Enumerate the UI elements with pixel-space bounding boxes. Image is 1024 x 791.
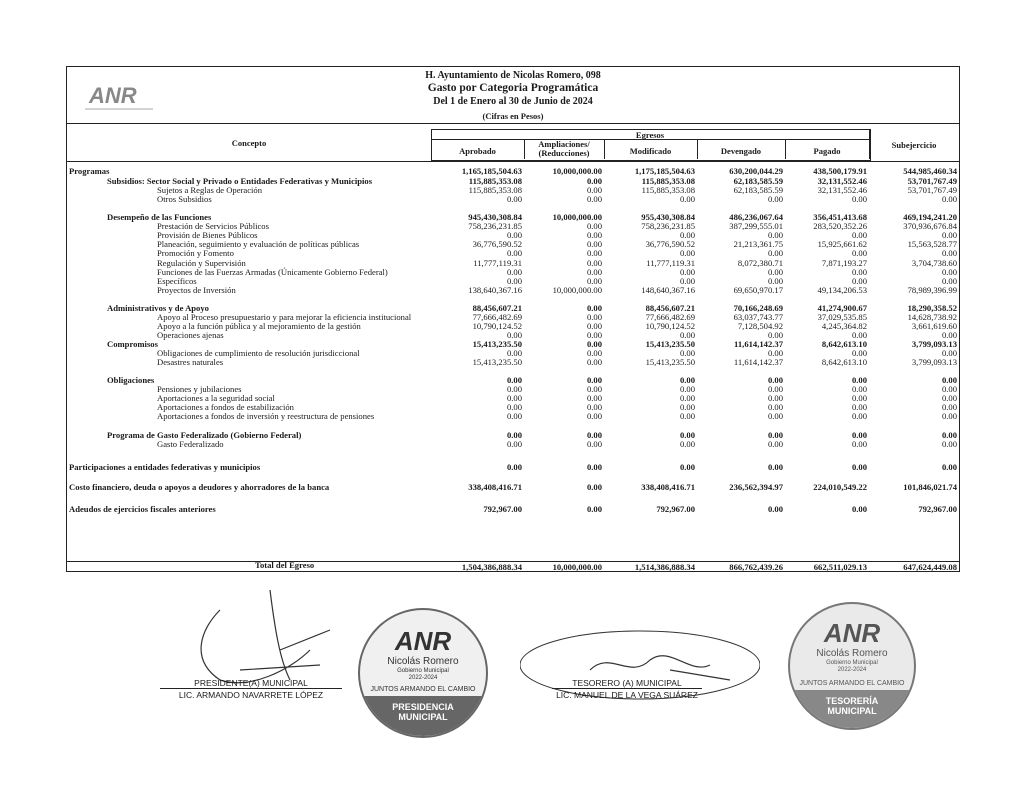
- row-value: 0.00: [586, 267, 602, 277]
- row-value: 0.00: [586, 384, 602, 394]
- row-label: Desempeño de las Funciones: [107, 212, 212, 222]
- seal-office: PRESIDENCIA MUNICIPAL: [392, 702, 454, 722]
- row-value: 0.00: [586, 221, 602, 231]
- row-value: 0.00: [506, 462, 522, 472]
- row-value: 0.00: [679, 276, 695, 286]
- row-value: 0.00: [506, 194, 522, 204]
- row-value: 792,967.00: [656, 504, 695, 514]
- row-value: 0.00: [679, 439, 695, 449]
- total-value: 1,504,386,888.34: [461, 562, 522, 572]
- row-value: 115,885,353.08: [468, 176, 522, 186]
- col-ampliaciones: Ampliaciones/: [538, 139, 590, 149]
- row-value: 53,701,767.49: [907, 176, 957, 186]
- row-value: 0.00: [941, 375, 957, 385]
- row-label: Programas: [69, 166, 110, 176]
- row-value: 0.00: [767, 348, 783, 358]
- row-value: 10,000,000.00: [552, 212, 602, 222]
- row-value: 630,200,044.29: [729, 166, 783, 176]
- row-value: 544,985,460.34: [903, 166, 957, 176]
- row-value: 115,885,353.08: [641, 185, 695, 195]
- row-label: Aportaciones a la seguridad social: [157, 393, 275, 403]
- row-value: 758,236,231.85: [641, 221, 695, 231]
- row-value: 18,290,358.52: [907, 303, 957, 313]
- row-label: Administrativos y de Apoyo: [107, 303, 209, 313]
- row-label: Sujetos a Reglas de Operación: [157, 185, 263, 195]
- row-value: 0.00: [586, 239, 602, 249]
- row-value: 7,871,193.27: [821, 258, 867, 268]
- row-value: 0.00: [941, 194, 957, 204]
- row-value: 0.00: [506, 248, 522, 258]
- row-value: 0.00: [767, 375, 783, 385]
- row-value: 0.00: [506, 439, 522, 449]
- row-value: 32,131,552.46: [817, 176, 867, 186]
- row-label: Proyectos de Inversión: [157, 285, 236, 295]
- row-value: 101,846,021.74: [903, 482, 957, 492]
- row-value: 115,885,353.08: [641, 176, 695, 186]
- col-reducciones: (Reducciones): [538, 148, 590, 158]
- seal-years: 2022-2024: [837, 667, 867, 673]
- row-label: Obligaciones de cumplimiento de resolución jurisdiccional: [157, 348, 360, 358]
- row-label: Apoyo al Proceso presupuestario y para mejorar la eficiencia institucional: [157, 312, 412, 322]
- row-value: 758,236,231.85: [468, 221, 522, 231]
- treasurer-title: TESORERO (A) MUNICIPAL: [572, 678, 682, 688]
- row-label: Promoción y Fomento: [157, 248, 234, 258]
- row-value: 0.00: [941, 402, 957, 412]
- row-value: 0.00: [941, 384, 957, 394]
- row-value: 0.00: [851, 330, 867, 340]
- sep: [524, 139, 525, 159]
- row-value: 0.00: [767, 276, 783, 286]
- row-label: Aportaciones a fondos de inversión y reestructura de pensiones: [157, 411, 375, 421]
- row-value: 0.00: [586, 303, 602, 313]
- row-value: 63,037,743.77: [733, 312, 783, 322]
- row-value: 469,194,241.20: [903, 212, 957, 222]
- row-value: 8,072,380.71: [737, 258, 783, 268]
- row-value: 0.00: [767, 393, 783, 403]
- row-value: 115,885,353.08: [468, 185, 522, 195]
- row-value: 387,299,555.01: [729, 221, 783, 231]
- row-label: Obligaciones: [107, 375, 155, 385]
- row-value: 0.00: [851, 194, 867, 204]
- row-label: Otros Subsidios: [157, 194, 212, 204]
- row-label: Desastres naturales: [157, 357, 224, 367]
- row-value: 0.00: [767, 248, 783, 258]
- row-value: 88,456,607.21: [645, 303, 695, 313]
- row-value: 0.00: [851, 375, 867, 385]
- row-value: 0.00: [586, 230, 602, 240]
- row-value: 236,562,394.97: [729, 482, 783, 492]
- row-value: 0.00: [586, 248, 602, 258]
- row-value: 10,790,124.52: [472, 321, 522, 331]
- header-rule: [67, 123, 959, 124]
- row-value: 0.00: [941, 230, 957, 240]
- total-value: 647,624,449.08: [903, 562, 957, 572]
- row-value: 1,165,185,504.63: [461, 166, 522, 176]
- units-note: (Cifras en Pesos): [482, 111, 544, 121]
- row-value: 0.00: [679, 462, 695, 472]
- row-value: 0.00: [851, 276, 867, 286]
- seal-sub: Gobierno Municipal: [826, 660, 878, 666]
- row-value: 41,274,900.67: [817, 303, 867, 313]
- row-value: 0.00: [586, 430, 602, 440]
- row-value: 4,245,364.82: [821, 321, 867, 331]
- row-value: 0.00: [586, 348, 602, 358]
- svg-text:ANR: ANR: [89, 83, 137, 108]
- row-value: 10,000,000.00: [552, 285, 602, 295]
- seal-name: Nicolás Romero: [816, 648, 888, 659]
- row-value: 0.00: [586, 258, 602, 268]
- row-value: 0.00: [586, 393, 602, 403]
- treasurer-name: LIC. MANUEL DE LA VEGA SUÁREZ: [556, 690, 698, 700]
- row-value: 0.00: [679, 267, 695, 277]
- row-value: 77,666,482.69: [645, 312, 695, 322]
- row-value: 338,408,416.71: [641, 482, 695, 492]
- row-value: 0.00: [506, 267, 522, 277]
- row-value: 138,640,367.16: [468, 285, 522, 295]
- row-value: 0.00: [586, 339, 602, 349]
- row-value: 0.00: [679, 402, 695, 412]
- total-label: Total del Egreso: [255, 560, 315, 570]
- row-value: 15,413,235.50: [645, 357, 695, 367]
- col-aprobado: Aprobado: [459, 146, 496, 156]
- egresos-rule: [431, 139, 869, 140]
- sep: [869, 129, 870, 159]
- seal-office: TESORERÍA MUNICIPAL: [825, 696, 879, 716]
- row-value: 15,563,528.77: [907, 239, 957, 249]
- president-line: [160, 688, 342, 689]
- row-value: 0.00: [767, 230, 783, 240]
- row-value: 1,175,185,504.63: [634, 166, 695, 176]
- row-value: 0.00: [941, 248, 957, 258]
- row-value: 88,456,607.21: [472, 303, 522, 313]
- tesoreria-seal: [788, 602, 916, 730]
- row-value: 792,967.00: [918, 504, 957, 514]
- row-value: 0.00: [851, 230, 867, 240]
- row-label: Apoyo a la función pública y al mejoramiento de la gestión: [157, 321, 361, 331]
- row-value: 0.00: [506, 230, 522, 240]
- row-value: 0.00: [941, 462, 957, 472]
- report-period: Del 1 de Enero al 30 de Junio de 2024: [433, 96, 593, 107]
- row-label: Específicos: [157, 276, 197, 286]
- total-value: 10,000,000.00: [552, 562, 602, 572]
- row-value: 78,989,396.99: [907, 285, 957, 295]
- row-value: 0.00: [506, 430, 522, 440]
- row-value: 15,413,235.50: [645, 339, 695, 349]
- row-value: 3,799,093.13: [911, 357, 957, 367]
- row-value: 11,614,142.37: [733, 357, 783, 367]
- row-value: 69,650,970.17: [733, 285, 783, 295]
- row-label: Funciones de las Fuerzas Armadas (Únicamente Gobierno Federal): [157, 267, 388, 277]
- treasurer-line: [552, 688, 702, 689]
- seal-motto: JUNTOS ARMANDO EL CAMBIO: [370, 686, 476, 693]
- row-value: 356,451,413.68: [813, 212, 867, 222]
- row-value: 0.00: [851, 402, 867, 412]
- col-egresos: Egresos: [635, 130, 665, 140]
- row-value: 0.00: [851, 430, 867, 440]
- row-value: 0.00: [941, 430, 957, 440]
- row-value: 148,640,367.16: [641, 285, 695, 295]
- row-value: 77,666,482.69: [472, 312, 522, 322]
- row-value: 0.00: [851, 348, 867, 358]
- row-label: Prestación de Servicios Públicos: [157, 221, 269, 231]
- row-value: 0.00: [851, 384, 867, 394]
- row-value: 0.00: [851, 462, 867, 472]
- row-label: Operaciones ajenas: [157, 330, 224, 340]
- row-value: 0.00: [767, 402, 783, 412]
- row-value: 0.00: [586, 439, 602, 449]
- row-label: Pensiones y jubilaciones: [157, 384, 242, 394]
- col-devengado: Devengado: [720, 146, 762, 156]
- row-value: 0.00: [767, 439, 783, 449]
- row-label: Programa de Gasto Federalizado (Gobierno Federal): [107, 430, 302, 440]
- row-value: 955,430,308.84: [641, 212, 695, 222]
- row-value: 62,183,585.59: [733, 185, 783, 195]
- col-concepto: Concepto: [231, 138, 267, 148]
- row-value: 3,704,738.60: [911, 258, 957, 268]
- row-value: 0.00: [679, 330, 695, 340]
- row-value: 0.00: [851, 439, 867, 449]
- row-value: 0.00: [586, 504, 602, 514]
- row-label: Subsidios: Sector Social y Privado o Entidades Federativas y Municipios: [107, 176, 373, 186]
- total-value: 1,514,386,888.34: [634, 562, 695, 572]
- row-label: Adeudos de ejercicios fiscales anteriores: [69, 504, 216, 514]
- row-value: 0.00: [679, 430, 695, 440]
- row-value: 0.00: [506, 402, 522, 412]
- row-value: 0.00: [767, 462, 783, 472]
- row-value: 15,413,235.50: [472, 357, 522, 367]
- row-label: Planeación, seguimiento y evaluación de políticas públicas: [157, 239, 360, 249]
- row-value: 0.00: [851, 504, 867, 514]
- row-value: 0.00: [586, 321, 602, 331]
- col-subejercicio: Subejercicio: [891, 140, 937, 150]
- row-value: 0.00: [767, 504, 783, 514]
- row-value: 0.00: [506, 393, 522, 403]
- row-value: 0.00: [586, 411, 602, 421]
- row-value: 0.00: [679, 248, 695, 258]
- row-value: 945,430,308.84: [468, 212, 522, 222]
- seal-sub: Gobierno Municipal: [397, 668, 449, 674]
- row-value: 0.00: [506, 348, 522, 358]
- row-value: 7,128,504.92: [737, 321, 783, 331]
- row-value: 0.00: [679, 348, 695, 358]
- row-value: 0.00: [586, 402, 602, 412]
- total-value: 866,762,439.26: [729, 562, 783, 572]
- row-value: 0.00: [767, 430, 783, 440]
- row-value: 11,614,142.37: [734, 339, 783, 349]
- row-value: 37,029,535.85: [817, 312, 867, 322]
- row-value: 36,776,590.52: [472, 239, 522, 249]
- row-value: 792,967.00: [483, 504, 522, 514]
- row-value: 224,010,549.22: [813, 482, 867, 492]
- row-value: 3,799,093.13: [911, 339, 957, 349]
- row-value: 8,642,613.10: [821, 339, 867, 349]
- row-value: 8,642,613.10: [821, 357, 867, 367]
- row-value: 0.00: [679, 194, 695, 204]
- row-value: 11,777,119.31: [646, 258, 695, 268]
- row-label: Costo financiero, deuda o apoyos a deudores y ahorradores de la banca: [69, 482, 330, 492]
- row-value: 0.00: [941, 393, 957, 403]
- row-value: 0.00: [506, 375, 522, 385]
- row-value: 338,408,416.71: [468, 482, 522, 492]
- row-value: 0.00: [679, 411, 695, 421]
- row-value: 0.00: [767, 384, 783, 394]
- row-value: 0.00: [586, 176, 602, 186]
- col-modificado: Modificado: [629, 146, 672, 156]
- row-value: 0.00: [851, 267, 867, 277]
- row-label: Compromisos: [107, 339, 158, 349]
- seal-brand: ANR: [394, 626, 452, 656]
- row-value: 0.00: [941, 439, 957, 449]
- row-value: 0.00: [767, 267, 783, 277]
- row-value: 32,131,552.46: [817, 185, 867, 195]
- row-value: 10,790,124.52: [645, 321, 695, 331]
- row-value: 0.00: [941, 330, 957, 340]
- row-value: 0.00: [586, 357, 602, 367]
- row-value: 15,413,235.50: [472, 339, 522, 349]
- row-value: 0.00: [941, 267, 957, 277]
- row-value: 0.00: [679, 384, 695, 394]
- row-label: Aportaciones a fondos de estabilización: [157, 402, 294, 412]
- row-value: 49,134,206.53: [817, 285, 867, 295]
- president-name: LIC. ARMANDO NAVARRETE LÓPEZ: [178, 690, 324, 700]
- sep: [697, 139, 698, 159]
- entity-name: H. Ayuntamiento de Nicolas Romero, 098: [425, 70, 601, 81]
- row-value: 370,936,676.84: [903, 221, 957, 231]
- row-value: 21,213,361.75: [733, 239, 783, 249]
- row-value: 36,776,590.52: [645, 239, 695, 249]
- row-label: Participaciones a entidades federativas y municipios: [69, 462, 261, 472]
- row-value: 0.00: [506, 330, 522, 340]
- row-value: 0.00: [941, 348, 957, 358]
- row-value: 0.00: [941, 411, 957, 421]
- row-value: 0.00: [506, 384, 522, 394]
- table-header-rule: [67, 161, 959, 162]
- row-value: 0.00: [586, 330, 602, 340]
- row-value: 14,628,738.92: [907, 312, 957, 322]
- row-label: Regulación y Supervisión: [157, 258, 246, 268]
- row-value: 0.00: [586, 185, 602, 195]
- row-value: 0.00: [586, 276, 602, 286]
- report-frame: [66, 66, 960, 572]
- row-value: 11,777,119.31: [473, 258, 522, 268]
- seal-brand: ANR: [823, 618, 881, 648]
- row-value: 0.00: [851, 411, 867, 421]
- row-value: 0.00: [851, 393, 867, 403]
- row-value: 15,925,661.62: [817, 239, 867, 249]
- seal-name: Nicolás Romero: [387, 656, 459, 667]
- sep: [604, 139, 605, 159]
- row-value: 0.00: [586, 375, 602, 385]
- col-pagado: Pagado: [813, 146, 841, 156]
- row-value: 0.00: [767, 330, 783, 340]
- report-title: Gasto por Categoria Programática: [427, 82, 599, 94]
- sep: [785, 139, 786, 159]
- row-value: 0.00: [679, 230, 695, 240]
- row-value: 0.00: [767, 411, 783, 421]
- row-value: 0.00: [586, 194, 602, 204]
- seal-motto: JUNTOS ARMANDO EL CAMBIO: [799, 680, 905, 687]
- total-value: 662,511,029.13: [813, 562, 867, 572]
- row-value: 10,000,000.00: [552, 166, 602, 176]
- row-value: 62,183,585.59: [733, 176, 783, 186]
- row-value: 0.00: [506, 411, 522, 421]
- seal-years: 2022-2024: [408, 675, 438, 681]
- row-value: 0.00: [586, 312, 602, 322]
- row-label: Gasto Federalizado: [157, 439, 224, 449]
- row-value: 486,236,067.64: [729, 212, 783, 222]
- row-value: 0.00: [679, 393, 695, 403]
- row-value: 0.00: [586, 482, 602, 492]
- row-value: 283,520,352.26: [813, 221, 867, 231]
- row-value: 70,166,248.69: [733, 303, 783, 313]
- row-value: 3,661,619.60: [911, 321, 957, 331]
- row-value: 0.00: [767, 194, 783, 204]
- row-value: 0.00: [851, 248, 867, 258]
- row-value: 0.00: [679, 375, 695, 385]
- president-title: PRESIDENTE(A) MUNICIPAL: [194, 678, 308, 688]
- presidencia-seal: [358, 608, 488, 738]
- row-value: 0.00: [941, 276, 957, 286]
- row-value: 53,701,767.49: [907, 185, 957, 195]
- row-value: 0.00: [506, 276, 522, 286]
- row-value: 0.00: [586, 462, 602, 472]
- row-value: 438,500,179.91: [813, 166, 867, 176]
- row-label: Provisión de Bienes Públicos: [157, 230, 258, 240]
